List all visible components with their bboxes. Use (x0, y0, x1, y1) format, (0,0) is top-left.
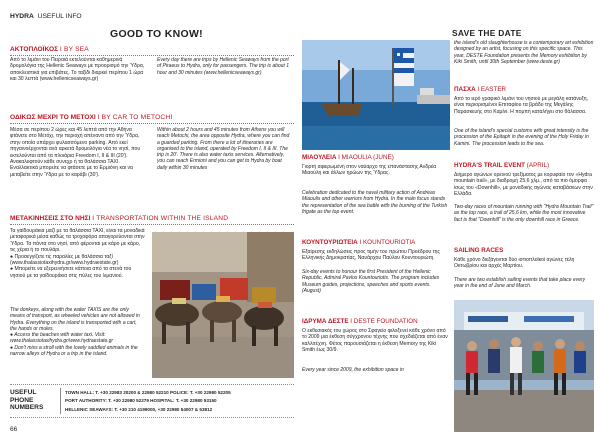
kountouriotia-en-title: I KOUNTOURIOTIA (359, 239, 416, 246)
running-head (10, 13, 82, 20)
kountouriotia-gr-text: Εξαίρεσης εκδηλώσεις προς τιμήν του πρώτου Προέδρου της Ελληνικής Δημοκρατίας, Ναυάρχου Παύλου Κουντουριώτη. (302, 249, 440, 262)
by-sea-heading (10, 46, 294, 56)
miaoulia-heading (302, 154, 394, 162)
transport-heading (10, 215, 294, 225)
sailing-heading (454, 247, 503, 255)
running-head-subtitle: USEFUL INFO (37, 13, 82, 20)
by-car-en-text: Within about 2 hours and 45 minutes from Athens you will reach Metochi, the area opposite Hydra, where you can find a guarded parking. From there a lot of itineraries are organised to the island, operated by Freedom I, II & III. The trip is 20'. There is also water taxis services. Alternatively, you can reach Ermioni and you can get to Hydra by boat daily within 30 minutes (157, 127, 290, 171)
transport-en-title: I TRANSPORTATION WITHIN THE ISLAND (92, 215, 229, 222)
phone-row-port-hospital: PORT AUTHORITY: T. +30 22980 52279 HOSPITAL: T. +30 22980 53150 (65, 398, 217, 404)
good-to-know-title: GOOD TO KNOW! (110, 28, 203, 40)
trail-gr-title: HYDRA'S TRAIL EVENT (454, 162, 526, 169)
easter-en-title: I EASTER (477, 86, 507, 93)
easter-en-text: One of the island's special customs with great intensity is the procession of the Epitaph in the evening of the Holy Friday in Kamini. The procession leads to the sea. (454, 128, 589, 147)
by-car-gr-text: Μέσα σε περίπου 2 ώρες και 45 λεπτά από την Αθήνα φτάνετε στο Μετόχι, την περιοχή απέναντι από την Ύδρα, στην οποία υπάρχει φυλασσόμενο parking. Από εκεί πηγαινοέρχονται ανά αρκετά δρομολόγια νέα το νησί, που εκτελούνται από τα πλοιάρια Freedom I, II & III (20'). Ανακαλυφτούν κάθε συνεχρ ή τα θαλάσσια TAXI. Εναλλακτικά μπορείτε να φτάσετε με το Ερμιόνη και να μεταβείτε στην Ύδρα με το καράβι (30'). (10, 127, 141, 178)
kountouriotia-heading (302, 239, 415, 247)
donkeys-photo (152, 232, 294, 378)
phones-list (65, 389, 294, 414)
deste-gr-title: ΙΔΡΥΜΑ ΔΕΣΤΕ (302, 318, 349, 325)
phones-title (10, 389, 43, 412)
miaoulia-photo (302, 40, 450, 150)
miaoulia-gr-title: ΜΙΑΟΥΛΕΙΑ (302, 154, 337, 161)
transport-gr-text: Τα γαϊδουράκια μαζί με τα θαλάσσια TAXI, είναι τα μοναδικά μεταφορικά μέσα καθώς τα τροχοφόρα απαγορεύονται στην Ύδρα. Τα πάντα στο νησί, από φέρονται με κάρο με κάρο, τις χέρια ή το πουλάρι. ● Προσεγγίζετε τις παραλίες με θαλάσσια ταξί (www.thalassiotaxihydra.gr/www.hydraestate.gr) ● Μπορείτε να εξερευνήσετε κάποια από τα στενά του νησιού με τα γαϊδουράκια στις πύλες του λιμανιού. (10, 228, 145, 279)
miaoulia-en-title: I MIAOULIA (JUNE) (338, 154, 394, 161)
phones-rule-top (10, 384, 294, 385)
page-number: 66 (10, 426, 18, 433)
phones-rule-bottom (10, 417, 294, 418)
trail-gr-text: Διήμερο αγώνων ορεινού τρεξίματος με κορυφαίο τον «Hydra mountain trail», με διαδρομή 25,6 χλμ., από τα πιο όμορφα ίσως του «Downhill», με μοναδικής αγώνας καταβάσεων στην Ελλάδα. (454, 172, 593, 198)
transport-gr-title: ΜΕΤΑΚΙΝΗΣΕΙΣ ΣΤΟ ΝΗΣΙ (10, 215, 91, 222)
trail-race-photo (454, 300, 594, 432)
phones-title-line3: NUMBERS (10, 404, 44, 412)
phones-divider (60, 388, 61, 414)
phone-row-townhall-police: TOWN HALL: T. +30 22983 20200 & 22980 52210 POLICE: T. +30 22980 52205 (65, 390, 231, 395)
by-car-en-title: I BY CAR TO METOCHI (97, 114, 173, 121)
by-sea-gr-title: ΑΚΤΟΠΛΟΪΚΟΣ (10, 46, 59, 53)
by-car-heading (10, 114, 294, 124)
by-car-gr-title: ΟΔΙΚΩΣ ΜΕΧΡΙ ΤΟ ΜΕΤΟΧΙ (10, 114, 96, 121)
deste-heading (302, 318, 418, 326)
transport-en-text: The donkeys, along with the water TAXIS are the only means of transport, as wheeled vehicles are not allowed in Hydra. Everything on the island is transported with a cart, the hands or mules. ● Access the beaches with water taxi. Visit: www.thalassiotaxihydra.gr/www.hydraestate.gr ● Don't miss a stroll with the lovely saddled animals in the narrow alleys of Hydra or a trip in the island. (10, 307, 140, 358)
trail-heading (454, 162, 549, 170)
kountouriotia-gr-title: ΚΟΥΝΤΟΥΡΙΩΤΕΙΑ (302, 239, 358, 246)
sailing-en-text: There are two establish sailing events that take place every year in the end of June and March. (454, 277, 586, 290)
phones-title-line1: USEFUL (10, 389, 37, 396)
easter-gr-text: Από το ιερό γραφικό λιμάνι του νησιού με μεγάλη κατάνυξη, είναι περιορισμένοι Επιταφίου τα βράδυ της Μεγάλης Παρασκευής στο Καμίνι. Η πομπή καταλήγει στο θάλασσα. (454, 96, 589, 115)
easter-gr-title: ΠΑΣΧΑ (454, 86, 476, 93)
deste-en-text: Every year since 2009, the exhibition space in (302, 367, 404, 373)
phones-title-line2: PHONE (10, 396, 34, 404)
by-sea-en-text: Every day there are trips by Hellenic Seaways from the port of Piraeus to Hydra, only for passengers. The trip is about 1 hour and 30 minutes (www.hellenicseaways.gr) (157, 57, 290, 76)
phone-row-hellenic-seaways: HELLENIC SEAWAYS: T. +30 210 4199000, +30 22980 54007 & 53812 (65, 406, 213, 412)
sailing-gr-text: Κάθε χρόνο διεξάγονται δύο ιστιοπλοϊκοί αγώνες τέλη Οκτωβρίου και αρχές Μαρτίου. (454, 257, 575, 270)
miaoulia-gr-text: Γιορτή αφιερωμένη στον ναύαρχο της επανάστασης Ανδρέα Μιαούλη και άλλων ηρώων της Ύδρας. (302, 164, 437, 177)
trail-en-title: (APRIL) (526, 162, 550, 169)
miaoulia-en-text: Celebration dedicated to the naval military action of Andreas Miaoulis and other warriors from Hydra. In the main focus stands the representation of the sea battle with the burning of the Turkish frigate as the top event. (302, 190, 448, 215)
deste-en-title: I DESTE FOUNDATION (350, 318, 418, 325)
by-sea-en-title: I BY SEA (59, 46, 89, 53)
deste-en-text-continued: the island's old slaughterhouse is a contemporary art exhibition designed by an artist, focusing on this specific space. This year, DESTE Foundation presents the Memory exhibition by Kiki Smith, until 30th September (www.deste.gr) (454, 40, 594, 65)
by-sea-gr-text: Από το λιμάνι του Πειραιά εκτελούνται καθημερινά δρομολόγια της Hellenic Seaways με προορισμό την Ύδρα, αποκλειστικά για επιβάτες. Το ταξίδι διαρκεί περίπου 1 ώρα και 30 λεπτά (www.hellenicseaways.gr) (10, 57, 145, 83)
kountouriotia-en-text: Six-day events to honour the first President of the Hellenic Republic, Admiral Pavlos Kountouriotis. The program includes Museum guides, projections, speeches and sports events. (August) (302, 269, 440, 294)
trail-en-text: Two-day races of mountain running with "Hydra Mountain Trail" as the top race, a trail of 25,6 km, while the most innovative fact is that "Downhill" is the only downhill race in Greece. (454, 204, 594, 223)
running-head-title: HYDRA (10, 13, 34, 20)
save-the-date-title: SAVE THE DATE (452, 28, 522, 38)
sailing-gr-title: SAILING RACES (454, 247, 504, 254)
deste-gr-text: Ο εκθεσιακός του χώρος στο Σφαγείο φιλοξενεί κάθε χρόνο από το 2009 μια έκθεση σύγχρονου τέχνης που σχεδιάζεται από έναν καλλιτέχνη. Φέτος παρουσιάζεται η έκθεση Memory της Kiki Smith έως 30/9. (302, 328, 448, 354)
easter-heading (454, 86, 506, 94)
